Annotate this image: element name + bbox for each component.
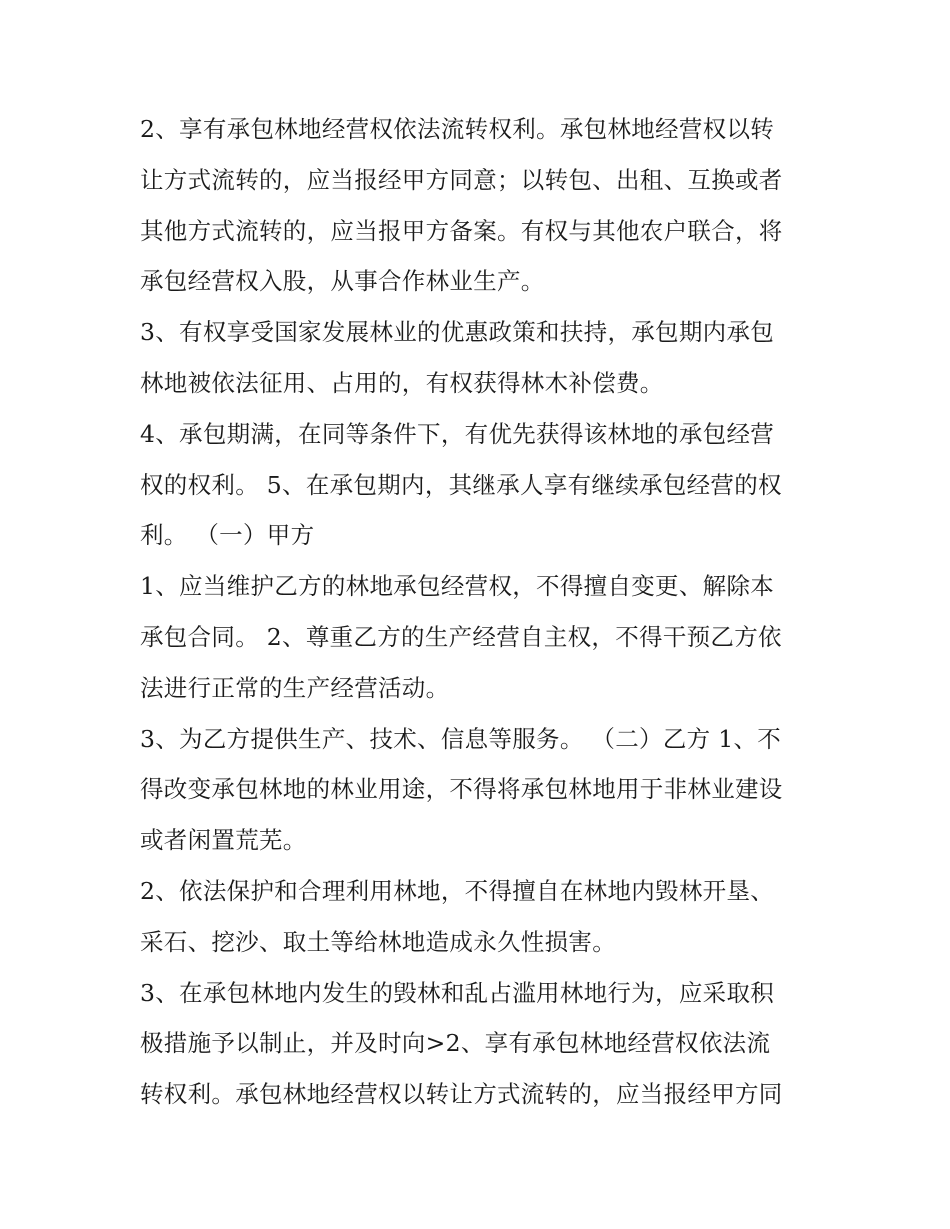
text-line: 采石、挖沙、取土等给林地造成永久性损害。 bbox=[140, 927, 616, 956]
text-line: 权的权利。 5、在承包期内，其继承人享有继续承包经营的权 bbox=[140, 470, 782, 499]
text-line: 利。 （一）甲方 bbox=[140, 521, 315, 550]
text-line: 3、为乙方提供生产、技术、信息等服务。 （二）乙方 1、不 bbox=[140, 724, 782, 753]
text-line: 1、应当维护乙方的林地承包经营权，不得擅自变更、解除本 bbox=[140, 572, 775, 601]
text-line: 林地被依法征用、占用的，有权获得林木补偿费。 bbox=[140, 368, 664, 397]
text-line: 承包经营权入股，从事合作林业生产。 bbox=[140, 267, 545, 296]
text-line: 2、依法保护和合理利用林地，不得擅自在林地内毁林开垦、 bbox=[140, 876, 775, 905]
text-line: 4、承包期满，在同等条件下，有优先获得该林地的承包经营 bbox=[140, 419, 775, 448]
document-body bbox=[140, 104, 816, 1120]
text-line: 2、享有承包林地经营权依法流转权利。承包林地经营权以转 bbox=[140, 115, 775, 143]
text-line: 3、有权享受国家发展林业的优惠政策和扶持，承包期内承包 bbox=[140, 318, 775, 347]
text-line: 极措施予以制止，并及时向>2、享有承包林地经营权依法流 bbox=[140, 1029, 771, 1058]
text-line: 得改变承包林地的林业用途，不得将承包林地用于非林业建设 bbox=[140, 775, 783, 804]
text-line: 让方式流转的，应当报经甲方同意；以转包、出租、互换或者 bbox=[140, 165, 783, 194]
text-line: 法进行正常的生产经营活动。 bbox=[140, 673, 450, 702]
text-line: 或者闲置荒芜。 bbox=[140, 826, 307, 855]
text-line: 3、在承包林地内发生的毁林和乱占滥用林地行为，应采取积 bbox=[140, 978, 775, 1007]
text-line: 转权利。承包林地经营权以转让方式流转的，应当报经甲方同 bbox=[140, 1080, 783, 1109]
text-line: 其他方式流转的，应当报甲方备案。有权与其他农户联合，将 bbox=[140, 216, 783, 245]
text-line: 承包合同。 2、尊重乙方的生产经营自主权，不得干预乙方依 bbox=[140, 622, 782, 651]
